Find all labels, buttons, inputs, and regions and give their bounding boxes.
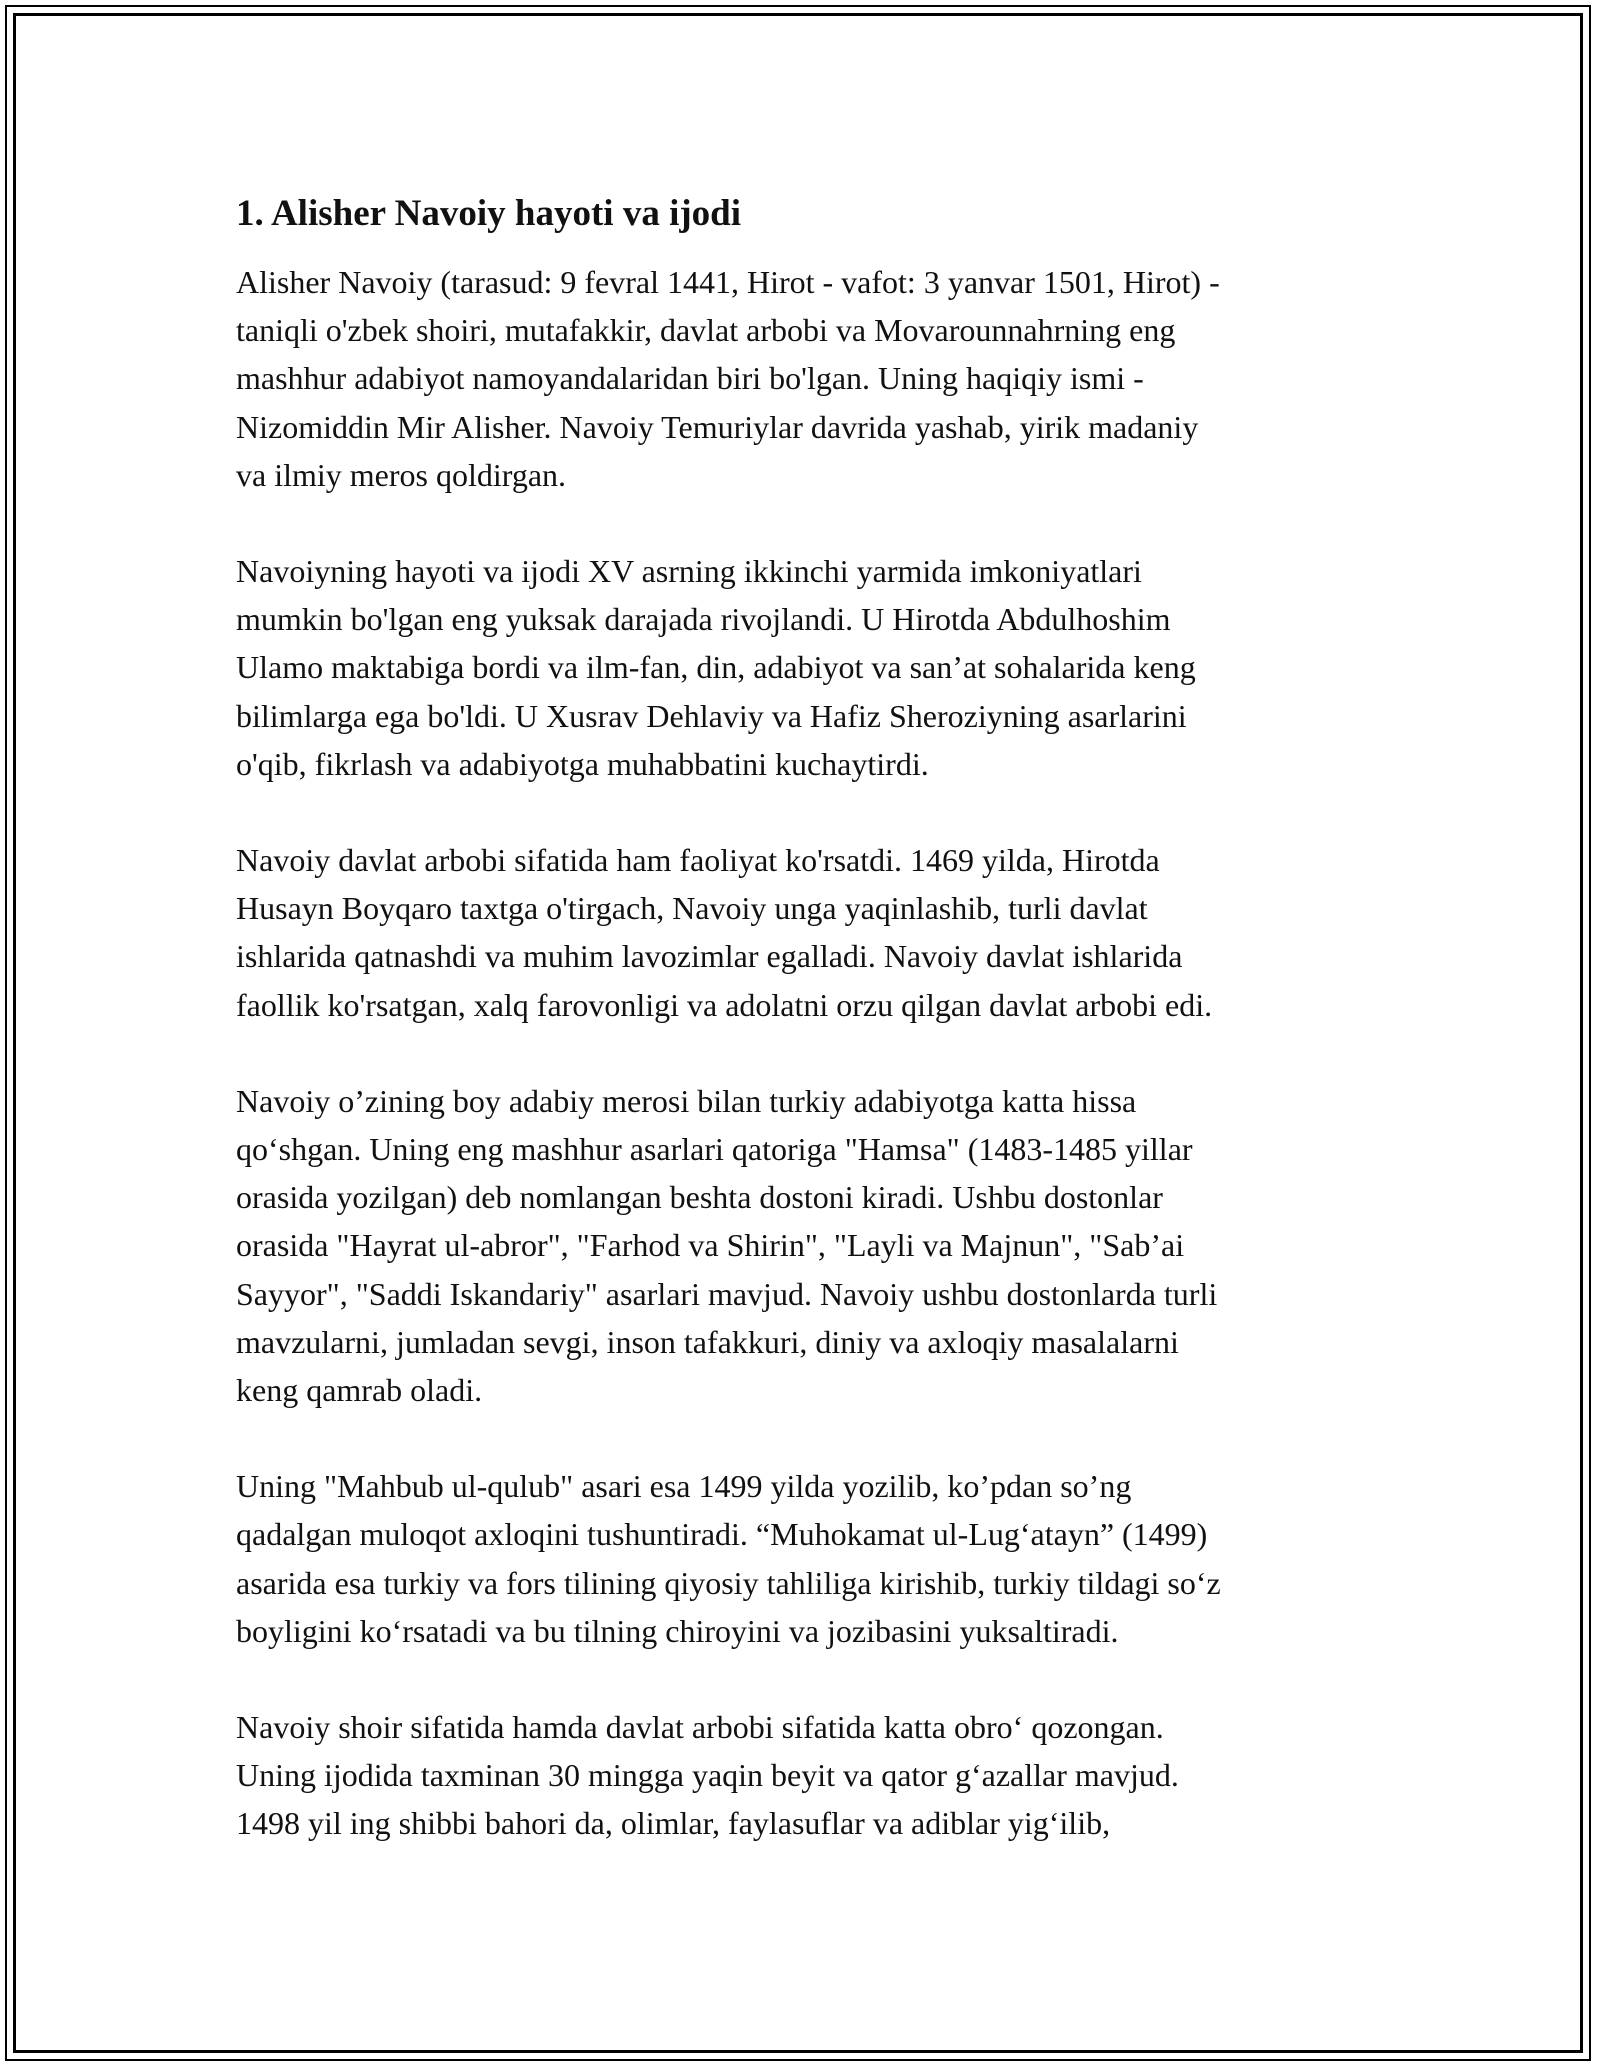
- paragraph-education: Navoiyning hayoti va ijodi XV asrning ikkinchi yarmida imkoniyatlari mumkin bo'lgan eng yuksak darajada rivojlandi. U Hirotda Abdulhoshim Ulamo maktabiga bordi va ilm-fan, din, adabiyot va san’at sohalarida keng bilimlarga ega bo'ldi. U Xusrav Dehlaviy va Hafiz Sheroziyning asarlarini o'qib, fikrlash va adabiyotga muhabbatini kuchaytirdi.: [236, 553, 1196, 782]
- paragraph-intro: Alisher Navoiy (tarasud: 9 fevral 1441, Hirot - vafot: 3 yanvar 1501, Hirot) - taniqli o'zbek shoiri, mutafakkir, davlat arbobi va Movarounnahrning eng mashhur adabiyot namoyandalaridan biri bo'lgan. Uning haqiqiy ismi - Nizomiddin Mir Alisher. Navoiy Temuriylar davrida yashab, yirik madaniy va ilmiy meros qoldirgan.: [236, 264, 1220, 493]
- paragraph-statesman: Navoiy davlat arbobi sifatida ham faoliyat ko'rsatdi. 1469 yilda, Hirotda Husayn Boyqaro taxtga o'tirgach, Navoiy unga yaqinlashib, turli davlat ishlarida qatnashdi va muhim lavozimlar egalladi. Navoiy davlat ishlarida faollik ko'rsatgan, xalq farovonligi va adolatni orzu qilgan davlat arbobi edi.: [236, 842, 1213, 1023]
- paragraph-hamsa: Navoiy o’zining boy adabiy merosi bilan turkiy adabiyotga katta hissa qo‘shgan. Uning eng mashhur asarlari qatoriga "Hamsa" (1483-1485 yillar orasida yozilgan) deb nomlangan beshta dostoni kiradi. Ushbu dostonlar orasida "Hayrat ul-abror", "Farhod va Shirin", "Layli va Majnun", "Sab’ai Sayyor", "Saddi Iskandariy" asarlari mavjud. Navoiy ushbu dostonlarda turli mavzularni, jumladan sevgi, inson tafakkuri, diniy va axloqiy masalalarni keng qamrab oladi.: [236, 1082, 1218, 1409]
- section-heading: 1. Alisher Navoiy hayoti va ijodi: [236, 193, 742, 234]
- paragraph-later-works: Uning "Mahbub ul-qulub" asari esa 1499 yilda yozilib, ko’pdan so’ng qadalgan muloqot axloqini tushuntiradi. “Muhokamat ul-Lug‘atayn” (1499) asarida esa turkiy va fors tilining qiyosiy tahliliga kirishib, turkiy tildagi so‘z boyligini ko‘rsatadi va bu tilning chiroyini va jozibasini yuksaltiradi.: [236, 1468, 1221, 1649]
- paragraph-legacy: Navoiy shoir sifatida hamda davlat arbobi sifatida katta obro‘ qozongan. Uning ijodida taxminan 30 mingga yaqin beyit va qator g‘azallar mavjud. 1498 yil ing shibbi bahori da, olimlar, faylasuflar va adiblar yig‘ilib,: [236, 1709, 1179, 1842]
- document-body: [236, 190, 1376, 1896]
